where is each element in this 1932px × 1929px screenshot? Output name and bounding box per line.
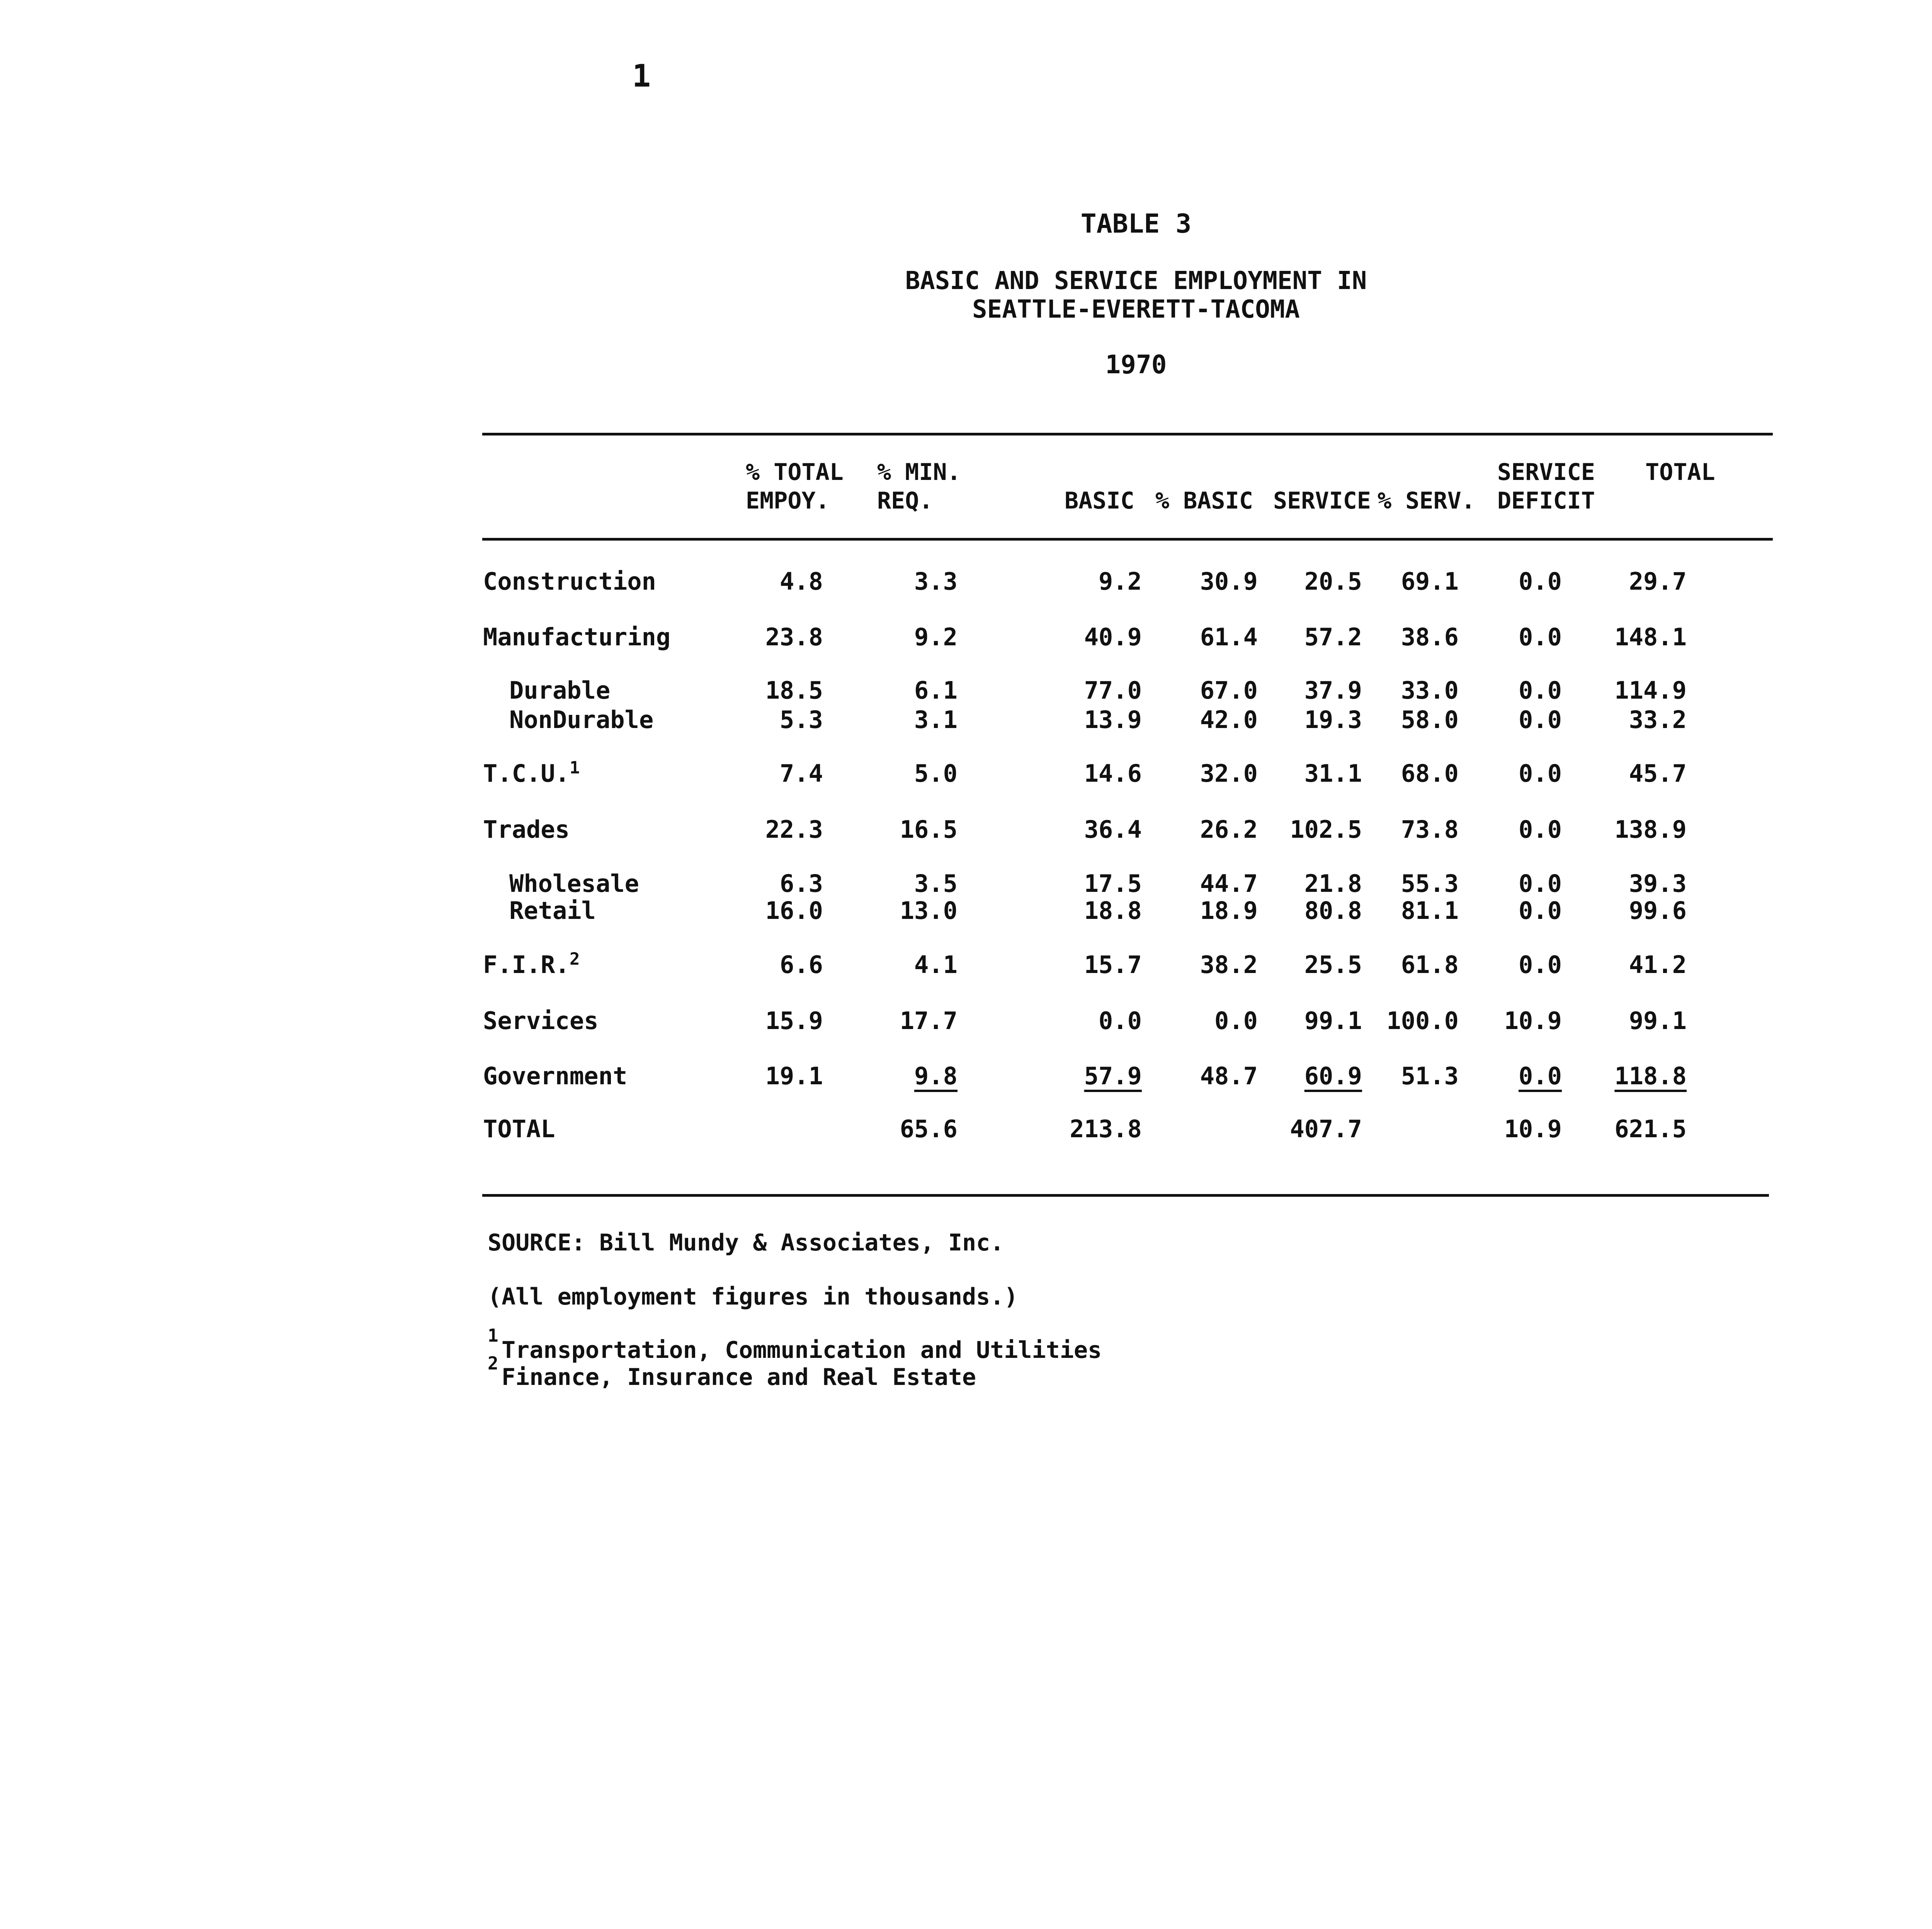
cell-pct-serv: 100.0 — [1386, 1007, 1459, 1035]
cell-basic: 15.7 — [1084, 951, 1142, 979]
cell-basic: 213.8 — [1070, 1115, 1142, 1143]
cell-pct-min: 3.1 — [914, 706, 957, 734]
cell-total: 99.1 — [1629, 1007, 1687, 1035]
cell-service: 407.7 — [1290, 1115, 1362, 1143]
cell-service: 37.9 — [1304, 676, 1362, 704]
table-subtitle-line2: SEATTLE-EVERETT-TACOMA — [972, 295, 1300, 324]
cell-deficit: 0.0 — [1519, 676, 1562, 704]
cell-pct-min: 3.3 — [914, 567, 957, 595]
cell-service: 99.1 — [1304, 1007, 1362, 1035]
row-label — [483, 759, 580, 788]
cell-deficit: 0.0 — [1519, 1062, 1562, 1090]
cell-pct-min: 5.0 — [914, 759, 957, 788]
cell-pct-min: 6.1 — [914, 676, 957, 704]
cell-total: 39.3 — [1629, 869, 1687, 898]
footnote-marker: 1 — [569, 758, 580, 778]
header-service: SERVICE — [1273, 487, 1371, 514]
cell-pct-total: 16.0 — [765, 896, 823, 925]
cell-pct-serv: 68.0 — [1401, 759, 1459, 788]
table-subtitle — [0, 267, 1932, 324]
cell-pct-total: 4.8 — [780, 567, 823, 595]
row-label — [509, 706, 653, 734]
row-label-text: Retail — [509, 896, 596, 925]
cell-pct-min: 9.8 — [914, 1062, 957, 1090]
cell-basic: 77.0 — [1084, 676, 1142, 704]
cell-total: 45.7 — [1629, 759, 1687, 788]
cell-pct-basic: 67.0 — [1200, 676, 1258, 704]
table-year: 1970 — [1105, 350, 1167, 379]
cell-pct-serv: 61.8 — [1401, 951, 1459, 979]
cell-basic: 36.4 — [1084, 815, 1142, 844]
cell-pct-min: 9.2 — [914, 623, 957, 651]
cell-total: 621.5 — [1614, 1115, 1687, 1143]
cell-pct-min: 65.6 — [900, 1115, 957, 1143]
cell-pct-basic: 61.4 — [1200, 623, 1258, 651]
cell-deficit: 0.0 — [1519, 759, 1562, 788]
cell-pct-serv: 69.1 — [1401, 567, 1459, 595]
row-label-text: Wholesale — [509, 869, 639, 898]
cell-pct-total: 18.5 — [765, 676, 823, 704]
header-service-deficit — [1497, 458, 1595, 515]
cell-pct-total: 5.3 — [780, 706, 823, 734]
row-label-text: T.C.U. — [483, 759, 570, 788]
cell-pct-total: 6.6 — [780, 951, 823, 979]
row-label-text: Durable — [509, 676, 611, 704]
row-label-text: Government — [483, 1062, 628, 1090]
cell-deficit: 0.0 — [1519, 567, 1562, 595]
footnote-1-text: Transportation, Communication and Utilities — [502, 1337, 1102, 1364]
cell-total: 148.1 — [1614, 623, 1687, 651]
header-pct-min-req — [877, 458, 961, 515]
row-label-text: Trades — [483, 815, 570, 844]
row-label — [483, 1115, 555, 1143]
header-deficit-line1: SERVICE — [1497, 459, 1595, 486]
cell-pct-total: 15.9 — [765, 1007, 823, 1035]
cell-deficit: 10.9 — [1504, 1007, 1562, 1035]
table-header-rule — [482, 538, 1773, 541]
cell-deficit: 0.0 — [1519, 951, 1562, 979]
cell-basic: 17.5 — [1084, 869, 1142, 898]
cell-pct-basic: 0.0 — [1214, 1007, 1258, 1035]
row-label-text: Services — [483, 1007, 599, 1035]
cell-service: 80.8 — [1304, 896, 1362, 925]
cell-pct-basic: 18.9 — [1200, 896, 1258, 925]
row-label — [483, 567, 656, 595]
row-label — [483, 1062, 627, 1090]
header-pct-serv: % SERV. — [1378, 487, 1475, 514]
table-top-rule — [482, 433, 1773, 435]
table-subtitle-line1: BASIC AND SERVICE EMPLOYMENT IN — [905, 267, 1367, 295]
cell-pct-serv: 38.6 — [1401, 623, 1459, 651]
header-pct-total-employment — [746, 458, 844, 515]
cell-deficit: 10.9 — [1504, 1115, 1562, 1143]
header-pct-min-line1: % MIN. — [877, 459, 961, 486]
footnote-2-marker: 2 — [488, 1353, 498, 1374]
cell-deficit: 0.0 — [1519, 896, 1562, 925]
cell-service: 57.2 — [1304, 623, 1362, 651]
cell-pct-min: 16.5 — [900, 815, 957, 844]
cell-basic: 40.9 — [1084, 623, 1142, 651]
cell-pct-serv: 33.0 — [1401, 676, 1459, 704]
cell-pct-min: 3.5 — [914, 869, 957, 898]
header-pct-total-line1: % TOTAL — [746, 459, 844, 486]
row-label-text: Manufacturing — [483, 623, 671, 651]
cell-service: 102.5 — [1290, 815, 1362, 844]
row-label-text: Construction — [483, 567, 656, 595]
cell-service: 60.9 — [1304, 1062, 1362, 1090]
cell-total: 29.7 — [1629, 567, 1687, 595]
row-label — [509, 676, 610, 704]
cell-pct-min: 17.7 — [900, 1007, 957, 1035]
row-label — [483, 815, 570, 844]
header-pct-total-line2: EMPOY. — [746, 487, 830, 514]
row-label — [509, 869, 639, 898]
row-label — [483, 623, 670, 651]
cell-total: 114.9 — [1614, 676, 1687, 704]
cell-pct-basic: 48.7 — [1200, 1062, 1258, 1090]
cell-deficit: 0.0 — [1519, 623, 1562, 651]
units-note: (All employment figures in thousands.) — [488, 1283, 1018, 1310]
cell-pct-basic: 32.0 — [1200, 759, 1258, 788]
cell-pct-basic: 26.2 — [1200, 815, 1258, 844]
header-total: TOTAL — [1645, 459, 1715, 486]
header-deficit-line2: DEFICIT — [1497, 487, 1595, 514]
cell-pct-total: 23.8 — [765, 623, 823, 651]
cell-total: 99.6 — [1629, 896, 1687, 925]
cell-pct-serv: 81.1 — [1401, 896, 1459, 925]
cell-service: 20.5 — [1304, 567, 1362, 595]
row-label — [483, 951, 580, 979]
footnotes — [488, 1322, 1415, 1399]
cell-pct-total: 7.4 — [780, 759, 823, 788]
cell-basic: 57.9 — [1084, 1062, 1142, 1090]
cell-pct-basic: 42.0 — [1200, 706, 1258, 734]
cell-basic: 13.9 — [1084, 706, 1142, 734]
cell-pct-total: 22.3 — [765, 815, 823, 844]
cell-total: 118.8 — [1614, 1062, 1687, 1090]
cell-total: 138.9 — [1614, 815, 1687, 844]
table-title: TABLE 3 — [1080, 209, 1192, 239]
row-label-text: NonDurable — [509, 706, 654, 734]
footnote-marker: 2 — [569, 949, 580, 969]
cell-deficit: 0.0 — [1519, 815, 1562, 844]
header-basic: BASIC — [1065, 487, 1134, 514]
cell-service: 21.8 — [1304, 869, 1362, 898]
cell-basic: 9.2 — [1099, 567, 1142, 595]
cell-pct-serv: 58.0 — [1401, 706, 1459, 734]
cell-service: 19.3 — [1304, 706, 1362, 734]
cell-pct-basic: 38.2 — [1200, 951, 1258, 979]
cell-basic: 0.0 — [1099, 1007, 1142, 1035]
cell-pct-min: 13.0 — [900, 896, 957, 925]
row-label-text: F.I.R. — [483, 951, 570, 979]
cell-pct-serv: 73.8 — [1401, 815, 1459, 844]
cell-total: 41.2 — [1629, 951, 1687, 979]
cell-pct-basic: 44.7 — [1200, 869, 1258, 898]
page-number-mark: 1 — [632, 58, 651, 94]
cell-pct-total: 19.1 — [765, 1062, 823, 1090]
source-note: SOURCE: Bill Mundy & Associates, Inc. — [488, 1229, 1004, 1256]
cell-pct-serv: 51.3 — [1401, 1062, 1459, 1090]
cell-basic: 14.6 — [1084, 759, 1142, 788]
cell-total: 33.2 — [1629, 706, 1687, 734]
footnote-1-marker: 1 — [488, 1325, 498, 1346]
cell-pct-basic: 30.9 — [1200, 567, 1258, 595]
header-pct-basic: % BASIC — [1155, 487, 1253, 514]
cell-pct-serv: 55.3 — [1401, 869, 1459, 898]
row-label — [509, 896, 596, 925]
cell-basic: 18.8 — [1084, 896, 1142, 925]
table-bottom-rule — [482, 1194, 1769, 1197]
cell-service: 31.1 — [1304, 759, 1362, 788]
cell-service: 25.5 — [1304, 951, 1362, 979]
footnote-2-text: Finance, Insurance and Real Estate — [502, 1364, 976, 1391]
row-label — [483, 1007, 599, 1035]
row-label-text: TOTAL — [483, 1115, 555, 1143]
cell-pct-min: 4.1 — [914, 951, 957, 979]
header-pct-min-line2: REQ. — [877, 487, 933, 514]
cell-deficit: 0.0 — [1519, 706, 1562, 734]
cell-pct-total: 6.3 — [780, 869, 823, 898]
cell-deficit: 0.0 — [1519, 869, 1562, 898]
